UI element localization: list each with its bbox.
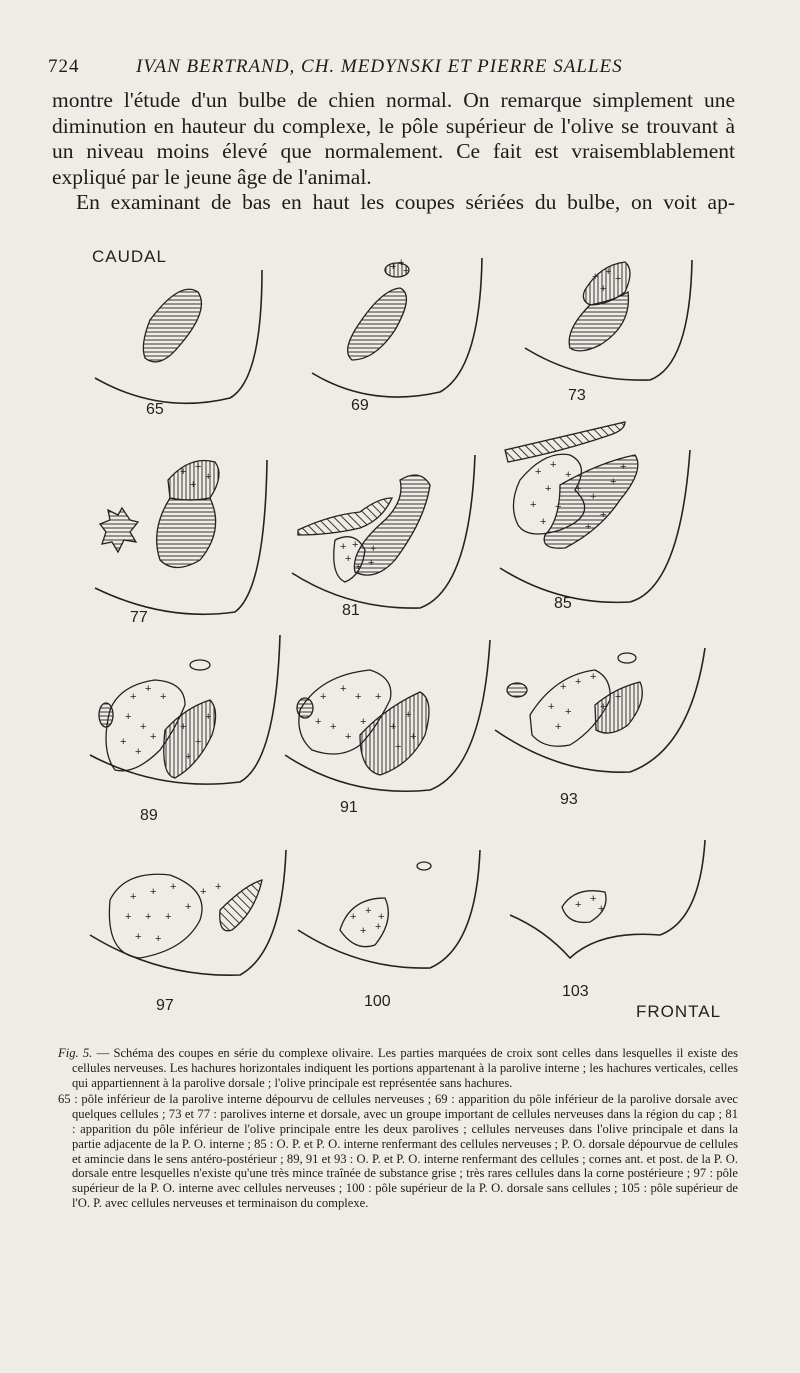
cell-marker: + bbox=[360, 925, 367, 937]
section-number: 100 bbox=[364, 993, 391, 1010]
cell-marker: + bbox=[590, 491, 597, 503]
caption-legend: — Schéma des coupes en série du complexe olivaire. Les parties marquées de croix sont celles dans lesquelles il existe des cellules nerveuses. Les hachures horizontales indiquent les portions appartenant à la parolive interne ; les hachures verticales, celles qui appartiennent à la parolive dorsale ; l'olive principale est représentée sans hachures. bbox=[72, 1046, 738, 1090]
cell-marker: + bbox=[205, 471, 212, 483]
cell-marker: + bbox=[130, 891, 137, 903]
frontal-label: FRONTAL bbox=[636, 1002, 722, 1021]
cell-marker: + bbox=[548, 701, 555, 713]
cell-marker: + bbox=[545, 483, 552, 495]
cell-marker: + bbox=[590, 893, 597, 905]
section-number: 73 bbox=[568, 387, 586, 404]
cell-marker: + bbox=[535, 466, 542, 478]
cell-marker: + bbox=[368, 557, 375, 569]
cell-marker: + bbox=[340, 541, 347, 553]
section-number: 77 bbox=[130, 609, 148, 626]
cell-marker: + bbox=[600, 283, 607, 295]
cell-marker: + bbox=[575, 483, 582, 495]
cell-marker: + bbox=[390, 261, 397, 273]
cell-marker: + bbox=[592, 271, 599, 283]
cell-marker: + bbox=[585, 521, 592, 533]
cell-marker: + bbox=[540, 516, 547, 528]
cell-marker: + bbox=[390, 721, 397, 733]
cell-marker: + bbox=[355, 561, 362, 573]
cell-marker: + bbox=[360, 716, 367, 728]
body-text bbox=[52, 88, 735, 216]
cell-marker: + bbox=[190, 479, 197, 491]
cell-marker: + bbox=[135, 746, 142, 758]
cell-marker: + bbox=[185, 901, 192, 913]
cell-marker: + bbox=[370, 543, 377, 555]
cell-marker: + bbox=[195, 461, 202, 473]
cell-marker: + bbox=[155, 933, 162, 945]
section-number: 65 bbox=[146, 401, 164, 418]
cell-marker: + bbox=[330, 721, 337, 733]
cell-marker: + bbox=[130, 691, 137, 703]
section-outlines bbox=[90, 258, 705, 975]
cell-marker: + bbox=[410, 731, 417, 743]
figure-caption bbox=[58, 1046, 738, 1211]
cell-marker: + bbox=[352, 539, 359, 551]
cell-marker: + bbox=[345, 731, 352, 743]
cell-marker: + bbox=[205, 711, 212, 723]
caudal-label: CAUDAL bbox=[92, 247, 167, 266]
section-number: 97 bbox=[156, 997, 174, 1014]
section-number: 85 bbox=[554, 595, 572, 612]
section-number: 89 bbox=[140, 807, 158, 824]
cell-marker: + bbox=[140, 721, 147, 733]
cell-marker: + bbox=[555, 501, 562, 513]
cell-marker: + bbox=[350, 911, 357, 923]
cell-marker: + bbox=[120, 736, 127, 748]
olivary-sections-figure bbox=[0, 230, 800, 1030]
cell-marker: + bbox=[405, 709, 412, 721]
cell-marker: + bbox=[378, 911, 385, 923]
cell-marker: + bbox=[615, 691, 622, 703]
cell-marker: + bbox=[165, 911, 172, 923]
cell-marker: + bbox=[200, 886, 207, 898]
cell-marker: + bbox=[340, 683, 347, 695]
body-paragraph-1: montre l'étude d'un bulbe de chien normal. On remarque simplement une diminution en hauteur du complexe, le pôle supérieur de l'olive se trouvant à un niveau moins élevé que normalement. Ce fait est vraisemblablement expliqué par le jeune âge de l'animal. bbox=[52, 88, 735, 189]
cell-marker: + bbox=[550, 459, 557, 471]
body-paragraph-2: En examinant de bas en haut les coupes sériées du bulbe, on voit ap- bbox=[76, 190, 735, 214]
section-number: 93 bbox=[560, 791, 578, 808]
cell-marker: + bbox=[125, 711, 132, 723]
section-number: 103 bbox=[562, 983, 589, 1000]
cell-marker: + bbox=[600, 701, 607, 713]
cell-marker: + bbox=[395, 741, 402, 753]
cell-marker: + bbox=[398, 257, 405, 269]
cell-marker: + bbox=[145, 683, 152, 695]
figure-reference: Fig. 5. bbox=[58, 1046, 93, 1060]
cell-marker: + bbox=[160, 691, 167, 703]
cell-marker: + bbox=[620, 461, 627, 473]
cell-marker: + bbox=[180, 466, 187, 478]
cell-marker: + bbox=[170, 881, 177, 893]
cell-marker: + bbox=[530, 499, 537, 511]
cell-marker: + bbox=[365, 905, 372, 917]
cell-marker: + bbox=[320, 691, 327, 703]
section-number: 91 bbox=[340, 799, 358, 816]
caption-details: 65 : pôle inférieur de la parolive interne dépourvu de cellules nerveuses ; 69 : apparition du pôle inférieur de la parolive dorsale avec quelques cellules ; 73 et 77 : parolives interne et dorsale, avec un groupe important de cellules nerveuses dans la région du cap ; 81 : apparition du pôle inférieur de l'olive principale entre les deux parolives ; cellules nerveuses dans l'olive principale et dans la partie adjacente de la P. O. interne ; 85 : O. P. et P. O. interne renfermant des cellules nerveuses ; P. O. dorsale dépourvue de cellules et amincie dans le sens antéro-postérieur ; 89, 91 et 93 : O. P. et P. O. interne renfermant des cellules ; cornes ant. et post. de la P. O. dorsale entre lesquelles n'existe qu'une très mince traînée de substance grise ; très rares cellules dans la corne postérieure ; 97 : pôle supérieur de la P. O. interne avec cellules nerveuses ; 100 : pôle supérieur de la P. O. dorsale sans cellules ; 105 : pôle supérieur de l'O. P. avec cellules nerveuses et terminaison du complexe. bbox=[58, 1092, 738, 1210]
cell-marker: + bbox=[600, 509, 607, 521]
cell-marker: + bbox=[195, 736, 202, 748]
cell-marker: + bbox=[555, 721, 562, 733]
cell-marker: + bbox=[560, 681, 567, 693]
page-number: 724 bbox=[48, 56, 80, 77]
cell-marker: + bbox=[605, 266, 612, 278]
cell-marker: + bbox=[135, 931, 142, 943]
cell-marker: + bbox=[345, 553, 352, 565]
cell-marker: + bbox=[150, 731, 157, 743]
cell-marker: + bbox=[215, 881, 222, 893]
cell-marker: + bbox=[315, 716, 322, 728]
cell-marker: + bbox=[610, 476, 617, 488]
cell-marker: + bbox=[145, 911, 152, 923]
cell-marker: + bbox=[355, 691, 362, 703]
cell-marker: + bbox=[615, 273, 622, 285]
section-number: 81 bbox=[342, 602, 360, 619]
cell-marker: + bbox=[375, 921, 382, 933]
cell-marker: + bbox=[590, 671, 597, 683]
cell-marker: + bbox=[575, 899, 582, 911]
cell-marker: + bbox=[575, 676, 582, 688]
cell-marker: + bbox=[565, 706, 572, 718]
cell-marker: + bbox=[565, 469, 572, 481]
cell-marker: + bbox=[150, 886, 157, 898]
running-authors: IVAN BERTRAND, CH. MEDYNSKI ET PIERRE SALLES bbox=[136, 56, 623, 77]
section-number: 69 bbox=[351, 397, 369, 414]
cell-marker: + bbox=[125, 911, 132, 923]
cell-marker: + bbox=[185, 751, 192, 763]
cell-marker: + bbox=[375, 691, 382, 703]
cell-marker: + bbox=[403, 265, 410, 277]
cell-marker: + bbox=[180, 721, 187, 733]
cell-marker: + bbox=[598, 903, 605, 915]
